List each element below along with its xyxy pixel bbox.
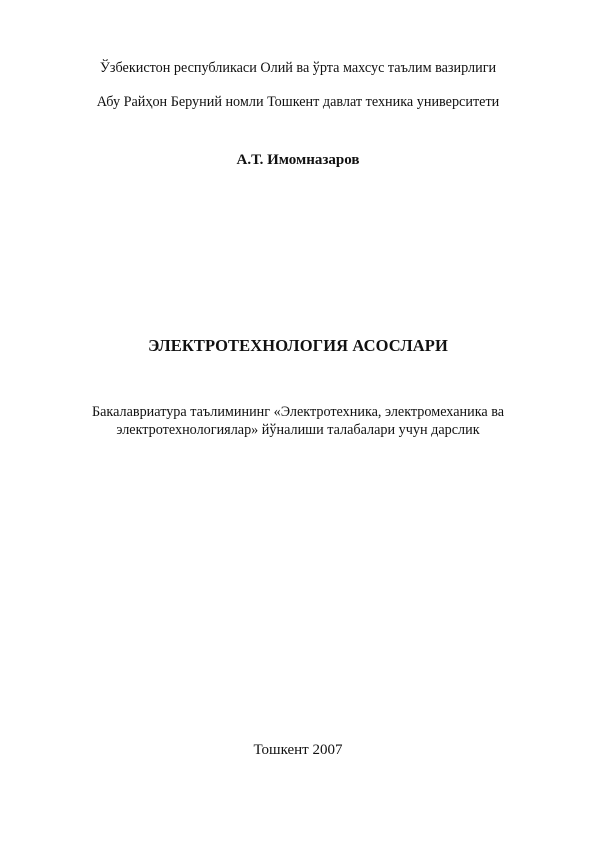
book-description — [60, 403, 536, 439]
city-year: Тошкент 2007 — [253, 742, 343, 758]
ministry-name: Ўзбекистон республикаси Олий ва ўрта махсус таълим вазирлиги — [99, 60, 497, 76]
university-name: Абу Райҳон Беруний номли Тошкент давлат техника университети — [96, 94, 500, 110]
description-line-2: электротехнологиялар» йўналиши талабалари учун дарслик — [116, 422, 480, 438]
description-line-1: Бакалавриатура таълимининг «Электротехника, электромеханика ва — [91, 404, 505, 420]
author-name: А.Т. Имомназаров — [236, 152, 360, 168]
book-title: ЭЛЕКТРОТЕХНОЛОГИЯ АСОСЛАРИ — [148, 336, 448, 355]
